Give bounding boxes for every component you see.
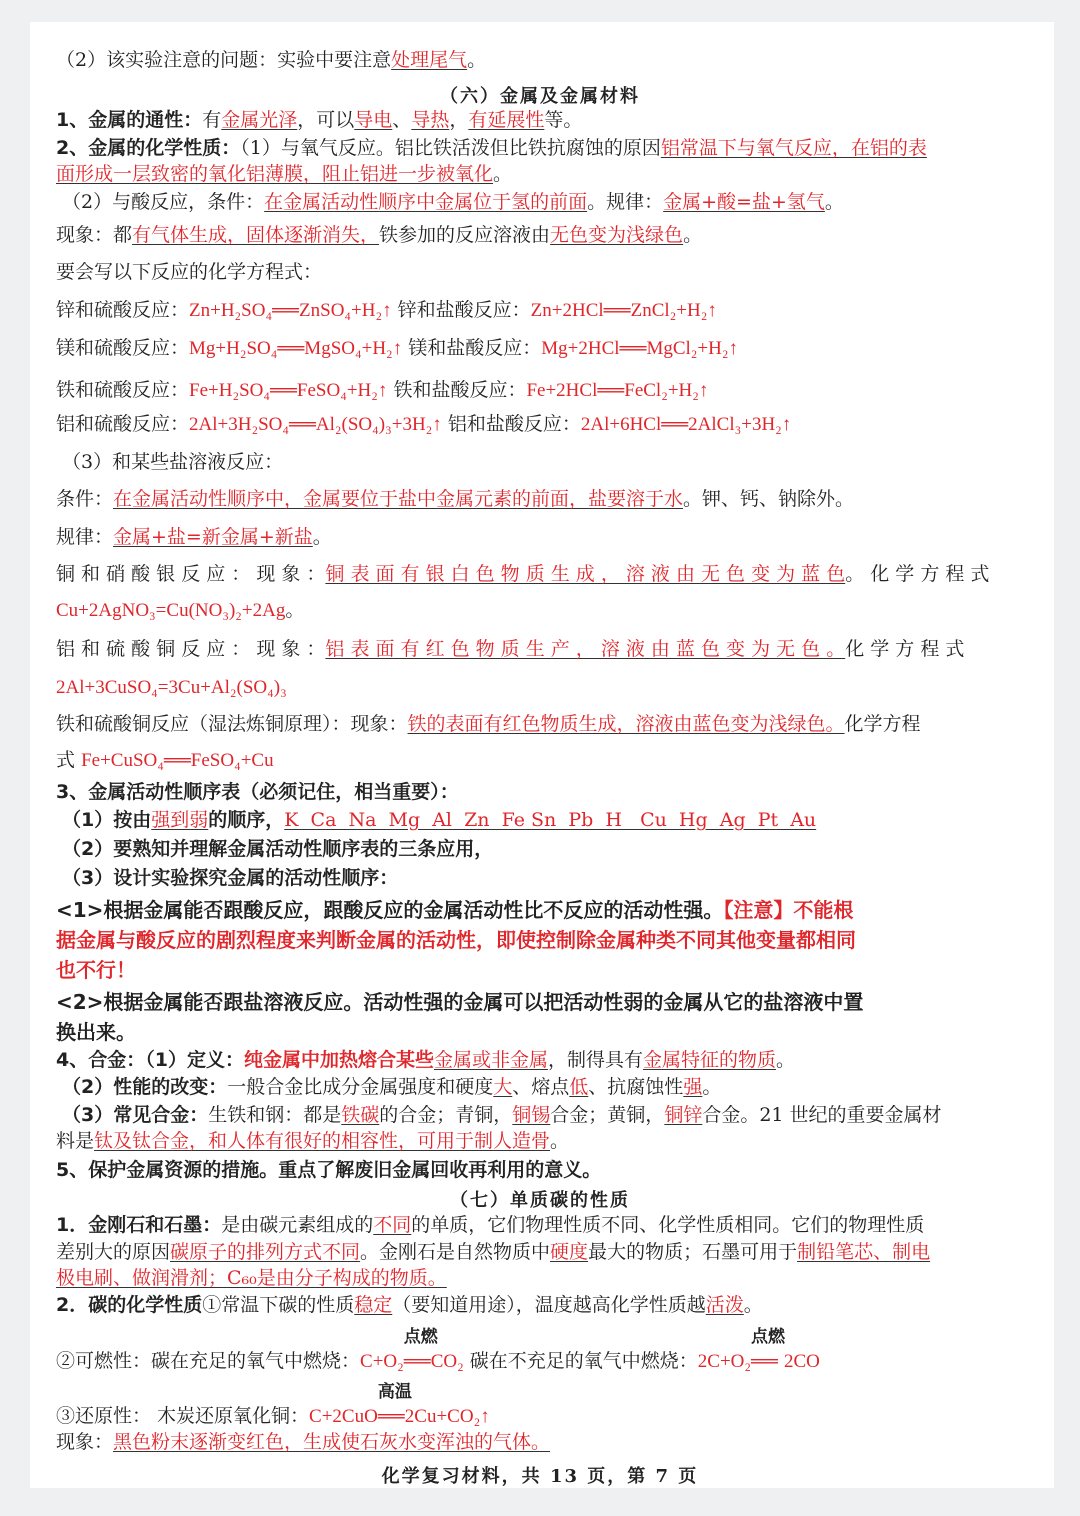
item-title: （2）性能的改变： <box>62 1076 228 1098</box>
text: 式 <box>56 749 76 771</box>
line-graphite-uses <box>56 1266 447 1290</box>
text: 铜 和 硝 酸 银 反 应 ： 现 象 ： <box>56 563 326 585</box>
answer: 铁的表面有红色物质生成，溶液由蓝色变为浅绿色。 <box>407 713 845 735</box>
condition-label: 点燃 <box>751 1327 786 1347</box>
answer: 极电刷、做润滑剂；C₆₀是由分子构成的物质。 <box>56 1267 447 1289</box>
text: 化 学 方 程 式 <box>845 638 965 660</box>
answer: 低 <box>569 1076 589 1098</box>
equation: C+O₂ <box>360 1351 404 1372</box>
text: 规律： <box>56 526 114 548</box>
answer: 无色变为浅绿色 <box>550 224 684 246</box>
text: （1）与氧气反应。铝比铁活泼但比铁抗腐蚀的原因 <box>240 137 661 159</box>
text: 镁和硫酸反应： <box>56 337 190 359</box>
text: ， <box>449 109 469 131</box>
item-title: 2．碳的化学性质 <box>56 1294 203 1316</box>
line-acid-reaction-condition: （2）与酸反应，条件：在金属活动性顺序中金属位于氢的前面。规律：金属+酸=盐+氢气。 <box>62 191 844 213</box>
equation: Mg+2HCl══MgCl₂+H₂↑ <box>541 338 738 359</box>
text: 现象： <box>56 1431 114 1453</box>
answer: 在金属活动性顺序中，金属要位于盐中金属元素的前面，盐要溶于水 <box>113 488 684 510</box>
text: 铝和盐酸反应： <box>447 413 581 435</box>
text: 铝 和 硫 酸 铜 反 应 ： 现 象 ： <box>56 638 326 660</box>
equation: Mg+H₂SO₄══MgSO₄+H₂↑ <box>189 338 403 359</box>
answer: 有延展性 <box>468 109 545 131</box>
equals-sign: ══ <box>403 1351 431 1372</box>
answer: 强 <box>683 1076 703 1098</box>
answer: 纯金属中加热熔合某些 <box>243 1049 434 1071</box>
line-resource-protection: 5、保护金属资源的措施。重点了解废旧金属回收再利用的意义。 <box>56 1159 602 1181</box>
equation: Fe+H₂SO₄══FeSO₄+H₂↑ <box>189 380 388 401</box>
text: 铁参加的反应溶液由 <box>379 224 551 246</box>
line-zinc-reactions <box>56 298 717 323</box>
answer: 处理尾气 <box>391 49 468 71</box>
text: 、 <box>392 109 412 131</box>
line-aluminum-reactions <box>56 412 791 437</box>
line-iron-copper-equation <box>56 748 274 773</box>
equation: 2Al+3CuSO₄=3Cu+Al₂(SO₄)₃ <box>56 677 287 698</box>
text: 锌和盐酸反应： <box>397 299 531 321</box>
text: （1）按由 <box>62 809 152 831</box>
text: 合金。21 世纪的重要金属材 <box>702 1104 942 1126</box>
text: ③还原性： 木炭还原氧化铜： <box>56 1405 310 1427</box>
equals-sign: ══ <box>377 1406 405 1427</box>
item-title: 1、金属的通性： <box>56 109 203 131</box>
line-titanium: 料是钛及钛合金，和人体有很好的相容性，可用于制人造骨。 <box>56 1130 570 1152</box>
text: 合金；黄铜， <box>550 1104 665 1126</box>
line-salt-method: <2>根据金属能否跟盐溶液反应。活动性强的金属可以把活动性弱的金属从它的盐溶液中置 <box>56 990 864 1014</box>
answer: 稳定 <box>354 1294 393 1316</box>
line-metal-chemical-properties <box>56 136 927 160</box>
equation: Fe+CuSO₄══FeSO₄+Cu <box>81 750 274 771</box>
line-design-experiment: （3）设计实验探究金属的活动性顺序： <box>62 867 399 889</box>
answer: 金属特征的物质 <box>643 1049 777 1071</box>
line-aluminum-film: 面形成一层致密的氧化铝薄膜，阻止铝进一步被氧化。 <box>56 163 513 185</box>
text: （2）与酸反应，条件： <box>62 191 265 213</box>
line-alloy-properties: （2）性能的改变：一般合金比成分金属强度和硬度大、熔点低、抗腐蚀性强。 <box>62 1076 722 1098</box>
text: 的单质，它们物理性质不同、化学性质相同。它们的物理性质 <box>411 1214 925 1236</box>
answer: 制铅笔芯、制电 <box>797 1241 931 1263</box>
line-salt-method-end: 换出来。 <box>56 1020 136 1044</box>
line-note-continued: 据金属与酸反应的剧烈程度来判断金属的活动性，即使控制除金属种类不同其他变量都相同 <box>56 928 856 952</box>
answer: 强到弱 <box>151 809 209 831</box>
equation: Cu+2AgNO₃=Cu(NO₃)₂+2Ag <box>56 600 286 621</box>
equation: Zn+H₂SO₄══ZnSO₄+H₂↑ <box>189 300 392 321</box>
line-copper-silver-nitrate <box>56 562 989 586</box>
answer: 铜 表 面 有 银 白 色 物 质 生 成 ， 溶 液 由 无 色 变 为 蓝 色 <box>325 563 846 585</box>
answer: 铝常温下与氧气反应，在铝的表 <box>660 137 927 159</box>
text: ，制得具有 <box>547 1049 643 1071</box>
text: （2）该实验注意的问题：实验中要注意 <box>56 49 392 71</box>
answer: 活泼 <box>705 1294 744 1316</box>
text: 的顺序， <box>208 809 285 831</box>
answer: 钛及钛合金，和人体有很好的相容性，可用于制人造骨 <box>94 1130 551 1152</box>
text: 碳在不充足的氧气中燃烧： <box>469 1350 698 1372</box>
text: 生铁和钢：都是 <box>208 1104 342 1126</box>
line-tail-gas: （2）该实验注意的问题：实验中要注意处理尾气。 <box>56 49 487 71</box>
text: 。规律： <box>587 191 664 213</box>
text: ②可燃性：碳在充足的氧气中燃烧： <box>56 1350 361 1372</box>
line-note-end: 也不行！ <box>56 958 136 982</box>
line-physical-difference <box>56 1240 930 1264</box>
text: 现象：都 <box>56 224 133 246</box>
line-salt-rule: 规律：金属+盐=新金属+新盐。 <box>56 526 332 548</box>
answer: 金属光泽 <box>221 109 298 131</box>
condition-label: 点燃 <box>403 1327 438 1347</box>
answer: 铜锌 <box>664 1104 703 1126</box>
text: 、熔点 <box>512 1076 570 1098</box>
equation: Zn+2HCl══ZnCl₂+H₂↑ <box>530 300 717 321</box>
answer: 碳原子的排列方式不同 <box>170 1241 361 1263</box>
activity-series-elements: K Ca Na Mg Al Zn Fe Sn Pb H Cu Hg Ag Pt Au <box>284 809 817 831</box>
text: 铁和硫酸铜反应（湿法炼铜原理）：现象： <box>56 713 408 735</box>
line-salt-reaction-heading: （3）和某些盐溶液反应： <box>62 451 284 473</box>
equation: 2Al+6HCl══2AlCl₃+3H₂↑ <box>580 414 792 435</box>
answer: 铝 表 面 有 红 色 物 质 生 产 ， 溶 液 由 蓝 色 变 为 无 色 。 <box>325 638 846 660</box>
text: <1>根据金属能否跟酸反应，跟酸反应的金属活动性比不反应的活动性强。 <box>56 898 724 922</box>
text: ，可以 <box>297 109 355 131</box>
text: 是由碳元素组成的 <box>221 1214 374 1236</box>
line-iron-reactions <box>56 378 708 403</box>
note: 【注意】不能根 <box>723 898 854 922</box>
text: 。钾、钙、钠除外。 <box>683 488 855 510</box>
condition-label: 高温 <box>377 1382 412 1402</box>
answer: 有气体生成，固体逐渐消失， <box>132 224 380 246</box>
answer: 金属+酸=盐+氢气 <box>663 191 825 213</box>
text: ①常温下碳的性质 <box>202 1294 355 1316</box>
line-carbon-chemical: 2．碳的化学性质①常温下碳的性质稳定（要知道用途），温度越高化学性质越活泼。 <box>56 1294 763 1316</box>
answer: 铁碳 <box>341 1104 380 1126</box>
section-heading-carbon: （七）单质碳的性质 <box>450 1190 630 1211</box>
text: 最大的物质；石墨可用于 <box>588 1241 798 1263</box>
line-iron-copper-sulfate <box>56 712 921 736</box>
text: 镁和盐酸反应： <box>408 337 542 359</box>
condition-high-temp <box>377 1382 412 1429</box>
answer: 不同 <box>373 1214 412 1236</box>
text: 、抗腐蚀性 <box>588 1076 684 1098</box>
answer: 导电 <box>354 109 393 131</box>
text: 等。 <box>544 109 583 131</box>
equation: C+2CuO <box>309 1406 378 1427</box>
answer: 面形成一层致密的氧化铝薄膜，阻止铝进一步被氧化 <box>56 163 494 185</box>
line-activity-applications: （2）要熟知并理解金属活动性顺序表的三条应用， <box>62 838 494 860</box>
line-activity-series <box>62 808 816 832</box>
text: （要知道用途），温度越高化学性质越 <box>392 1294 706 1316</box>
section-heading-metals: （六）金属及金属材料 <box>440 86 640 107</box>
text: 的合金；青铜， <box>379 1104 513 1126</box>
line-equations-intro: 要会写以下反应的化学方程式： <box>56 261 323 283</box>
text: 铁和硫酸反应： <box>56 379 190 401</box>
text: 铝和硫酸反应： <box>56 413 190 435</box>
text: 料是 <box>56 1130 95 1152</box>
answer: 金属+盐=新金属+新盐 <box>113 526 313 548</box>
answer: 大 <box>493 1076 513 1098</box>
equation: 2C+O₂ <box>697 1351 752 1372</box>
line-acid-phenomenon: 现象：都有气体生成，固体逐渐消失，铁参加的反应溶液由无色变为浅绿色。 <box>56 224 703 246</box>
line-copper-equation: Cu+2AgNO₃=Cu(NO₃)₂+2Ag。 <box>56 599 305 621</box>
answer: 黑色粉末逐渐变红色，生成使石灰水变浑浊的气体。 <box>113 1431 551 1453</box>
text: 化学方程 <box>844 713 921 735</box>
equation: 2Al+3H₂SO₄══Al₂(SO₄)₃+3H₂↑ <box>189 414 442 435</box>
answer: 在金属活动性顺序中金属位于氢的前面 <box>264 191 588 213</box>
equation: 2CO <box>784 1351 820 1372</box>
line-diamond-graphite <box>56 1213 924 1237</box>
equation: Fe+2HCl══FeCl₂+H₂↑ <box>526 380 709 401</box>
answer: 铜锡 <box>512 1104 551 1126</box>
text: 条件： <box>56 488 114 510</box>
line-acid-method <box>56 898 853 922</box>
line-aluminum-copper-equation <box>56 675 287 700</box>
condition-ignite <box>403 1327 438 1374</box>
line-magnesium-reactions <box>56 336 738 361</box>
equals-sign: ══ <box>751 1351 778 1372</box>
item-title: 1．金刚石和石墨： <box>56 1214 222 1236</box>
item-title: （3）常见合金： <box>62 1104 209 1126</box>
text: 一般合金比成分金属强度和硬度 <box>227 1076 494 1098</box>
item-title: 4、合金：（1）定义： <box>56 1049 244 1071</box>
text: 有 <box>202 109 222 131</box>
text: 铁和盐酸反应： <box>393 379 527 401</box>
line-reducibility <box>56 1382 490 1429</box>
line-salt-condition <box>56 487 854 511</box>
equation: CO₂ <box>430 1351 464 1372</box>
text: 。金刚石是自然物质中 <box>360 1241 551 1263</box>
line-activity-series-title: 3、金属活动性顺序表（必须记住，相当重要）： <box>56 781 459 803</box>
line-common-alloys <box>62 1103 942 1127</box>
page-footer: 化学复习材料，共 13 页，第 7 页 <box>381 1466 699 1487</box>
item-title: 2、金属的化学性质： <box>56 137 241 159</box>
answer: 硬度 <box>550 1241 589 1263</box>
line-metal-common-properties <box>56 108 582 132</box>
line-combustibility <box>56 1327 820 1374</box>
condition-ignite <box>751 1327 786 1374</box>
answer: 导热 <box>411 109 450 131</box>
text: 差别大的原因 <box>56 1241 171 1263</box>
line-aluminum-copper-sulfate <box>56 637 964 661</box>
text: 。 化 学 方 程 式 <box>845 563 990 585</box>
equation: 2Cu+CO₂↑ <box>404 1406 490 1427</box>
line-reduction-phenomenon <box>56 1430 550 1454</box>
text: 锌和硫酸反应： <box>56 299 190 321</box>
answer: 金属或非金属 <box>433 1049 548 1071</box>
line-alloy-definition: 4、合金：（1）定义：纯金属中加热熔合某些金属或非金属，制得具有金属特征的物质。 <box>56 1049 796 1071</box>
